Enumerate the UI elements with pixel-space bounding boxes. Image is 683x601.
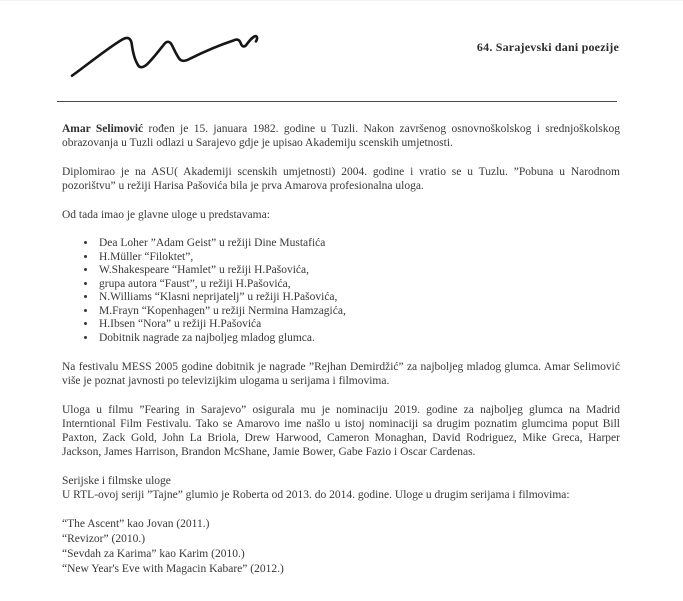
role-item: • grupa autora “Faust”, u režiji H.Pašovića, [97,278,620,292]
intro-text: rođen je 15. januara 1982. godine u Tuzli. Nakon završenog osnovnoškolskog i srednjoškolskog obrazovanja u Tuzli odlazi u Sarajevo gdje je upisao Akademiju scenskih umjetnosti. [62,123,620,149]
tv-roles-text: U RTL-ovoj seriji ”Tajne” glumio je Roberta od 2013. do 2014. godine. Uloge u drugim serijama i filmovima: [62,489,570,501]
filmography-item: “The Ascent” kao Jovan (2011.) [62,518,210,530]
filmography-item: “Revizor” (2010.) [62,533,146,545]
paragraph-film-nomination: Uloga u filmu ”Fearing in Sarajevo” osigurala mu je nominaciju 2019. godine za najboljeg glumca na Madrid Interntional Film Festivalu. Tako se Amarovo ime našlo u istoj nominaciji sa drugim poznatim glumcima poput Bill Paxton, Zack Gold, John La Briola, Drew Harwood, Cameron Monaghan, David Rodriguez, Mike Greca, Harper Jackson, James Harrison, Brandon McShane, Jamie Bower, Gabe Fazio i Oscar Cardenas. [62,404,620,458]
person-name: Amar Selimović [62,123,144,135]
filmography-item: “New Year's Eve with Magacin Kabare” (2012.) [62,563,284,575]
header-divider [57,101,617,102]
role-item: • W.Shakespeare “Hamlet” u režiji H.Pašovića, [97,264,620,278]
signature-scribble-logo [68,27,260,83]
roles-heading: Od tada imao je glavne uloge u predstavama: [62,209,270,221]
paragraph-education: Diplomirao je na ASU( Akademiji scenskih umjetnosti) 2004. godine i vratio se u Tuzlu. ”Pobuna u Narodnom pozorištvu” u režiji Harisa Pašovića bila je prva Amarova profesionalna uloga. [62,166,620,192]
role-item: • N.Williams “Klasni neprijatelj” u režiji H.Pašovića, [97,291,620,305]
role-item: • Dea Loher ”Adam Geist” u režiji Dine Mustafića [97,237,620,251]
filmography-list [62,517,620,577]
role-item: • M.Frayn “Kopenhagen” u režiji Nermina Hamzagića, [97,305,620,319]
paragraph-tv-roles [62,474,620,502]
paragraph-mess-award: Na festivalu MESS 2005 godine dobitnik je nagrade ”Rejhan Demirdžić” za najboljeg mladog glumca. Amar Selimović više je poznat javnosti po televizijkim ulogama u serijama i filmovima. [62,361,620,387]
role-item: • Dobitnik nagrade za najboljeg mladog glumca. [97,332,620,346]
document-body [62,115,620,592]
role-item: • H.Ibsen “Nora” u režiji H.Pašovića [97,318,620,332]
paragraph-intro [62,122,620,150]
role-item: • H.Müller “Filoktet”, [97,251,620,265]
page-title: 64. Sarajevski dani poezije [476,40,619,54]
roles-list [62,237,620,345]
tv-roles-heading: Serijske i filmske uloge [62,475,171,487]
filmography-item: “Sevdah za Karima” kao Karim (2010.) [62,548,245,560]
